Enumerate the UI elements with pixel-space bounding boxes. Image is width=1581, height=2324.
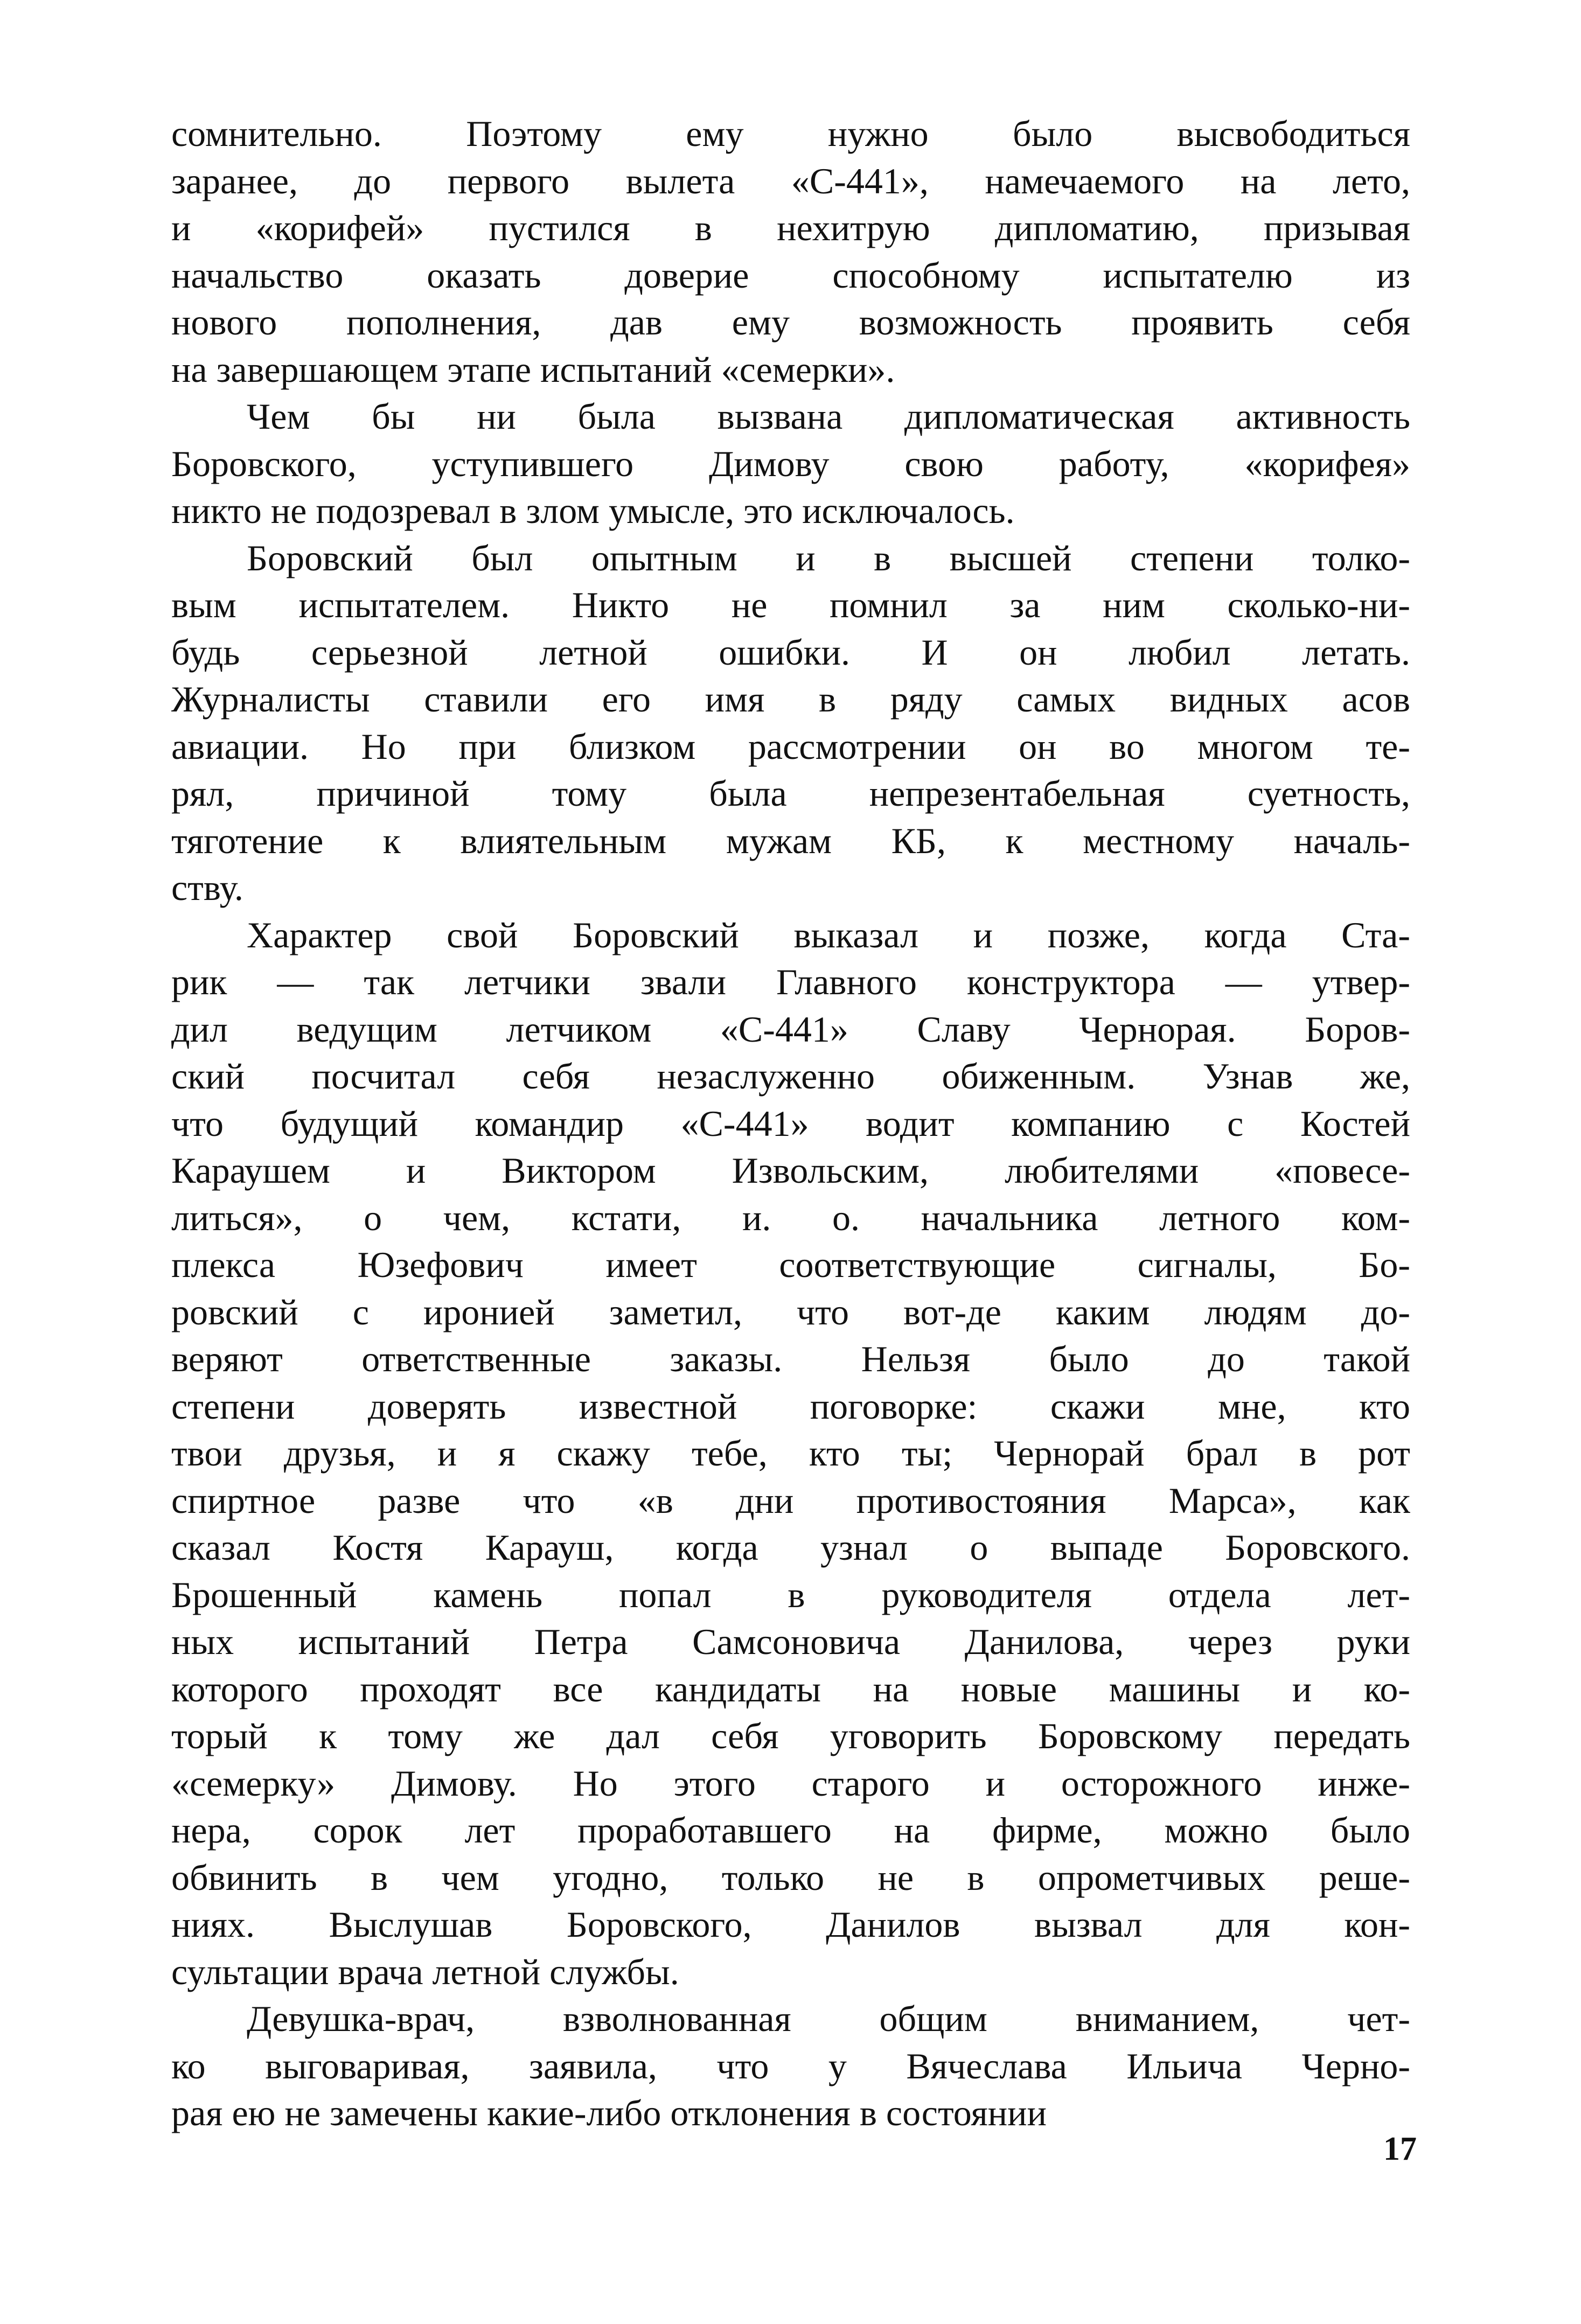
text-line: дил ведущим летчиком «С-441» Славу Чернорая. Боров- (171, 1008, 1410, 1050)
text-line: обвинить в чем угодно, только не в опрометчивых реше- (171, 1857, 1410, 1898)
text-line: начальство оказать доверие способному испытателю из (171, 254, 1410, 296)
text-line: Брошенный камень попал в руководителя отдела лет- (171, 1574, 1410, 1615)
text-line: «семерку» Димову. Но этого старого и осторожного инже- (171, 1762, 1410, 1804)
text-line: Чем бы ни была вызвана дипломатическая активность (247, 396, 1410, 437)
text-line: которого проходят все кандидаты на новые машины и ко- (171, 1668, 1410, 1709)
text-line: рял, причиной тому была непрезентабельная суетность, (171, 773, 1410, 814)
text-line: никто не подозревал в злом умысле, это исключалось. (171, 490, 1015, 531)
text-line: и «корифей» пустился в нехитрую дипломатию, призывая (171, 207, 1410, 248)
paragraph (171, 535, 1410, 912)
text-line: спиртное разве что «в дни противостояния Марса», как (171, 1479, 1410, 1521)
text-line: ных испытаний Петра Самсоновича Данилова, через руки (171, 1621, 1410, 1662)
text-line: вым испытателем. Никто не помнил за ним сколько-ни- (171, 584, 1410, 625)
text-line: ровский с иронией заметил, что вот-де каким людям до- (171, 1291, 1410, 1332)
body-text (171, 110, 1410, 2137)
text-line: ству. (171, 867, 243, 908)
text-line: литься», о чем, кстати, и. о. начальника летного ком- (171, 1197, 1410, 1238)
text-line: нового пополнения, дав ему возможность проявить себя (171, 302, 1410, 343)
paragraph (171, 912, 1410, 1996)
paragraph (171, 393, 1410, 535)
text-line: степени доверять известной поговорке: скажи мне, кто (171, 1385, 1410, 1427)
paragraph (171, 1995, 1410, 2137)
text-line: Караушем и Виктором Извольским, любителями «повесе- (171, 1150, 1410, 1191)
text-line: торый к тому же дал себя уговорить Боровскому передать (171, 1715, 1410, 1756)
text-line: Журналисты ставили его имя в ряду самых видных асов (171, 679, 1410, 720)
text-line: ниях. Выслушав Боровского, Данилов вызвал для кон- (171, 1904, 1410, 1945)
text-line: заранее, до первого вылета «С-441», намечаемого на лето, (171, 160, 1410, 201)
text-line: сомнительно. Поэтому ему нужно было высвободиться (171, 113, 1410, 154)
text-line: сультации врача летной службы. (171, 1951, 679, 1992)
text-line: рик — так летчики звали Главного конструктора — утвер- (171, 961, 1410, 1002)
text-line: сказал Костя Карауш, когда узнал о выпаде Боровского. (171, 1527, 1410, 1568)
text-line: авиации. Но при близком рассмотрении он во многом те- (171, 725, 1410, 767)
text-line: веряют ответственные заказы. Нельзя было до такой (171, 1338, 1410, 1379)
text-line: рая ею не замечены какие-либо отклонения в состоянии (171, 2092, 1047, 2133)
text-line: тяготение к влиятельным мужам КБ, к местному началь- (171, 820, 1410, 861)
text-line: ский посчитал себя незаслуженно обиженным. Узнав же, (171, 1056, 1410, 1097)
text-line: Характер свой Боровский выказал и позже, когда Ста- (247, 914, 1410, 955)
text-line: нера, сорок лет проработавшего на фирме, можно было (171, 1810, 1410, 1851)
paragraph (171, 110, 1410, 393)
text-line: плекса Юзефович имеет соответствующие сигналы, Бо- (171, 1244, 1410, 1285)
text-line: Боровского, уступившего Димову свою работу, «корифея» (171, 443, 1410, 484)
text-line: Девушка-врач, взволнованная общим вниманием, чет- (247, 1998, 1410, 2039)
page-number: 17 (1383, 2131, 1417, 2167)
text-line: будь серьезной летной ошибки. И он любил летать. (171, 631, 1410, 673)
text-line: Боровский был опытным и в высшей степени толко- (247, 537, 1410, 578)
text-line: твои друзья, и я скажу тебе, кто ты; Чернорай брал в рот (171, 1433, 1410, 1474)
text-line: что будущий командир «С-441» водит компанию с Костей (171, 1102, 1410, 1144)
text-line: ко выговаривая, заявила, что у Вячеслава Ильича Черно- (171, 2045, 1410, 2086)
text-line: на завершающем этапе испытаний «семерки». (171, 348, 895, 390)
